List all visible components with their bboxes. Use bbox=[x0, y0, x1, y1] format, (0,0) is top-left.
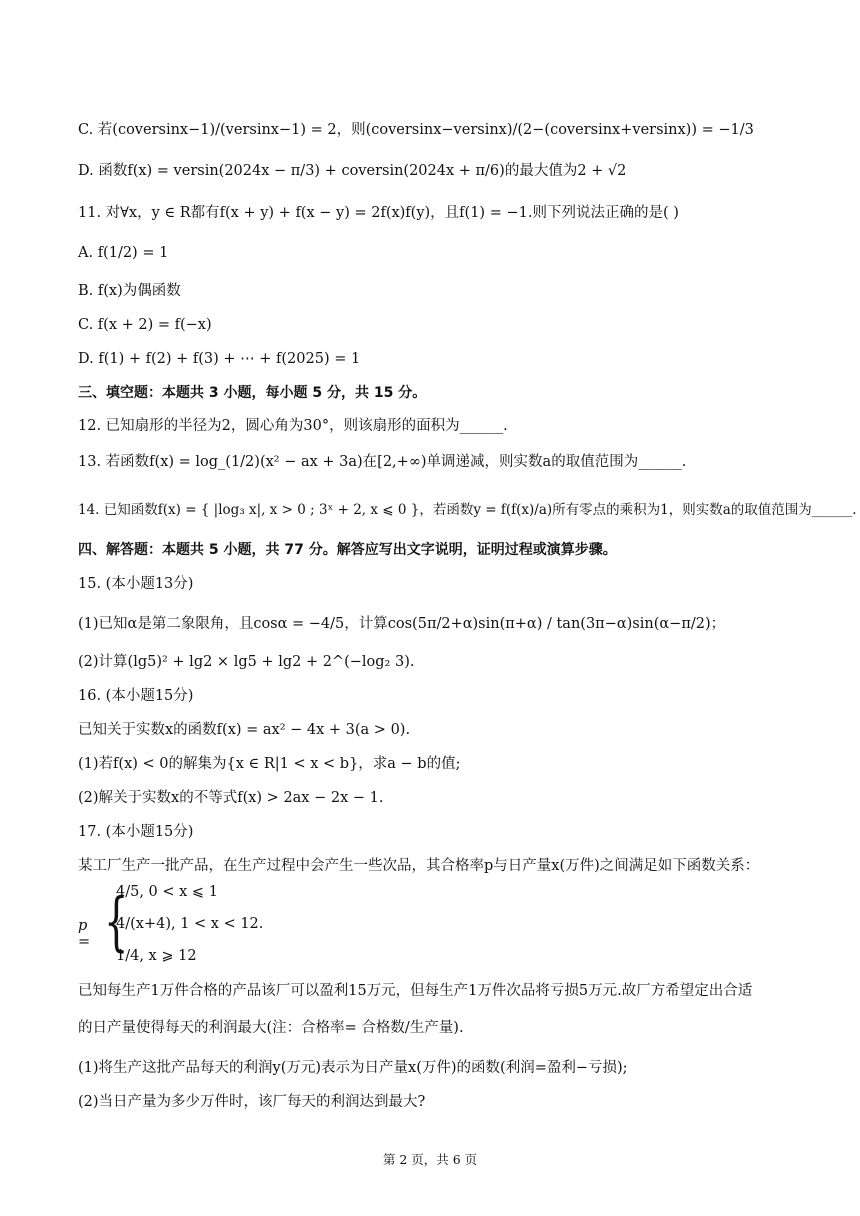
q17-paragraph-1: 已知每生产1万件合格的产品该厂可以盈利15万元，但每生产1万件次品将亏损5万元.故厂方希望定出合适 bbox=[78, 983, 753, 999]
q16-part-1: (1)若f(x) < 0的解集为{x ∈ R|1 < x < b}，求a − b的值; bbox=[78, 756, 461, 772]
q11-option-b: B. f(x)为偶函数 bbox=[78, 283, 181, 299]
section-4-heading: 四、解答题：本题共 5 小题，共 77 分。解答应写出文字说明，证明过程或演算步骤。 bbox=[78, 542, 617, 558]
q17-part-1: (1)将生产这批产品每天的利润y(万元)表示为日产量x(万件)的函数(利润=盈利−亏损); bbox=[78, 1060, 628, 1076]
q17-stem: 某工厂生产一批产品，在生产过程中会产生一些次品，其合格率p与日产量x(万件)之间满足如下函数关系： bbox=[78, 858, 760, 874]
q16-stem: 已知关于实数x的函数f(x) = ax² − 4x + 3(a > 0). bbox=[78, 722, 411, 738]
brace-icon: { bbox=[104, 885, 129, 959]
page-footer: 第 2 页，共 6 页 bbox=[382, 1152, 478, 1167]
q11-option-d: D. f(1) + f(2) + f(3) + ⋯ + f(2025) = 1 bbox=[78, 351, 361, 367]
question-16: 16. (本小题15分) bbox=[78, 688, 194, 704]
question-11: 11. 对∀x，y ∈ R都有f(x + y) + f(x − y) = 2f(x)f(y)，且f(1) = −1.则下列说法正确的是( ) bbox=[78, 205, 679, 221]
piecewise-case: 4/5, 0 < x ⩽ 1 bbox=[116, 884, 218, 900]
question-14: 14. 已知函数f(x) = { |log₃ x|, x > 0 ; 3ˣ + 2, x ⩽ 0 }，若函数y = f(f(x)/a)所有零点的乘积为1，则实数a的取值范围为______. bbox=[78, 502, 857, 518]
q15-part-2: (2)计算(lg5)² + lg2 × lg5 + lg2 + 2^(−log₂ 3). bbox=[78, 654, 415, 670]
question-15: 15. (本小题13分) bbox=[78, 576, 194, 592]
q15-part-1: (1)已知α是第二象限角，且cosα = −4/5，计算cos(5π/2+α)sin(π+α) / tan(3π−α)sin(α−π/2)； bbox=[78, 616, 726, 632]
piecewise-case: 1/4, x ⩾ 12 bbox=[116, 948, 197, 964]
q17-part-2: (2)当日产量为多少万件时，该厂每天的利润达到最大? bbox=[78, 1094, 426, 1110]
piecewise-variable: p = bbox=[78, 918, 91, 950]
question-13: 13. 若函数f(x) = log_(1/2)(x² − ax + 3a)在[2,+∞)单调递减，则实数a的取值范围为______. bbox=[78, 454, 687, 470]
question-17: 17. (本小题15分) bbox=[78, 824, 194, 840]
section-3-heading: 三、填空题：本题共 3 小题，每小题 5 分，共 15 分。 bbox=[78, 385, 427, 401]
q11-option-a: A. f(1/2) = 1 bbox=[78, 245, 169, 261]
question-12: 12. 已知扇形的半径为2，圆心角为30°，则该扇形的面积为______. bbox=[78, 418, 508, 434]
q16-part-2: (2)解关于实数x的不等式f(x) > 2ax − 2x − 1. bbox=[78, 790, 384, 806]
piecewise-case: 4/(x+4), 1 < x < 12. bbox=[116, 916, 264, 932]
q17-paragraph-2: 的日产量使得每天的利润最大(注：合格率= 合格数/生产量). bbox=[78, 1020, 464, 1036]
q11-option-c: C. f(x + 2) = f(−x) bbox=[78, 317, 212, 333]
option-c: C. 若(coversinx−1)/(versinx−1) = 2，则(coversinx−versinx)/(2−(coversinx+versinx)) = −1/3 bbox=[78, 122, 754, 138]
option-d: D. 函数f(x) = versin(2024x − π/3) + coversin(2024x + π/6)的最大值为2 + √2 bbox=[78, 163, 627, 179]
